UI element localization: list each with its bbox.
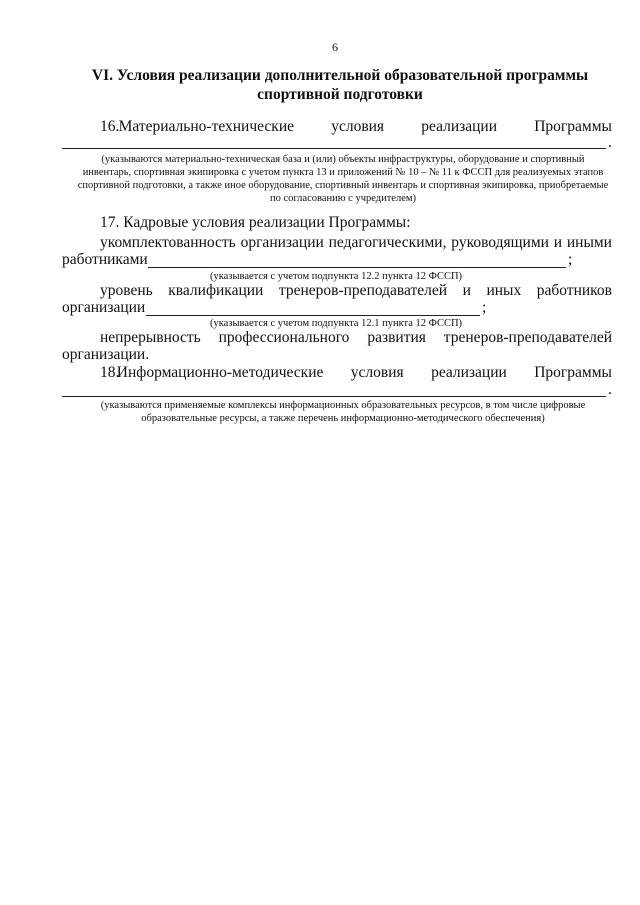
item17-qualification-word: иных [486,282,522,299]
item18-heading-line [100,364,612,382]
item17-qualification-end: ; [482,299,487,316]
item16-note-line-3: спортивной подготовки, а также иное оборудование, спортивный инвентарь и спортивная экипировка, приобретаемые [77,180,609,191]
item17-qualification-line-2: организации [62,299,146,316]
item17-heading: 17. Кадровые условия реализации Программы: [100,214,411,231]
item16-note [62,153,624,205]
item17-staffing-word: педагогическими, [328,234,447,251]
item16-note-line-1: (указываются материально-техническая база и (или) объекты инфраструктуры, оборудование и спортивный [101,154,585,165]
page-number: 6 [332,40,338,54]
item17-qualification-word: уровень [100,282,153,299]
item17-qualification-note: (указывается с учетом подпункта 12.1 пункта 12 ФССП) [209,318,463,329]
item16-note-line-2: инвентарь, спортивная экипировка с учетом пункта 13 и приложений № 10 – № 11 к ФССП для реализуемых этапов [82,167,604,178]
section-title-line-2: спортивной подготовки [257,86,423,103]
item17-staffing-word: укомплектованность [100,234,236,251]
section-title [60,66,620,104]
item17-staffing-note: (указывается с учетом подпункта 12.2 пункта 12 ФССП) [209,271,463,282]
item18-word: Программы [534,364,612,381]
item16-word: реализации [421,118,498,135]
item17-staffing-end: ; [568,251,573,268]
item17-continuity-word: развития [367,329,426,346]
item17-continuity-word: непрерывность [100,329,201,346]
item18-blank-line [62,396,606,397]
item17-staffing-word: иными [566,234,612,251]
item16-word: Материально-технические [118,118,294,135]
item18-word: Информационно-методические [116,364,324,381]
item16-end-mark: . [608,134,612,151]
item17-staffing-line-1 [100,234,612,252]
item16-number: 16. [100,118,120,135]
item17-qualification-line-1 [100,282,612,300]
item17-staffing-word: руководящими [451,234,549,251]
item18-word: реализации [431,364,507,381]
item18-note-line-2: образовательные ресурсы, а также перечень информационно-методического обеспечения) [141,413,545,424]
item17-qualification-blank [146,315,480,316]
item17-staffing-blank [148,267,566,268]
item16-note-line-4: по согласованию с учредителем) [269,193,416,204]
item17-staffing-word: организации [240,234,324,251]
item17-continuity-word: тренеров-преподавателей [443,329,612,346]
item18-note [62,399,624,425]
item17-qualification-word: квалификации [168,282,264,299]
item16-word: условия [331,118,385,135]
item17-continuity-line-1 [100,329,612,347]
item17-continuity-word: профессионального [218,329,350,346]
item17-qualification-word: и [462,282,471,299]
item18-note-line-1: (указываются применяемые комплексы информационных образовательных ресурсов, в том числе цифровые [100,400,586,411]
item17-qualification-word: тренеров-преподавателей [278,282,448,299]
item16-blank-line [62,148,606,149]
item16-heading-line [100,118,612,136]
item17-continuity-line-2: организации. [62,346,150,363]
item17-staffing-line-2: работниками [62,251,148,268]
item18-end-mark: . [608,381,612,398]
section-title-line-1: VI. Условия реализации дополнительной образовательной программы [91,67,589,84]
item16-word: Программы [534,118,612,135]
item18-word: условия [350,364,404,381]
item18-number: 18. [100,364,120,381]
item17-qualification-word: работников [536,282,612,299]
item17-staffing-word: и [553,234,563,251]
